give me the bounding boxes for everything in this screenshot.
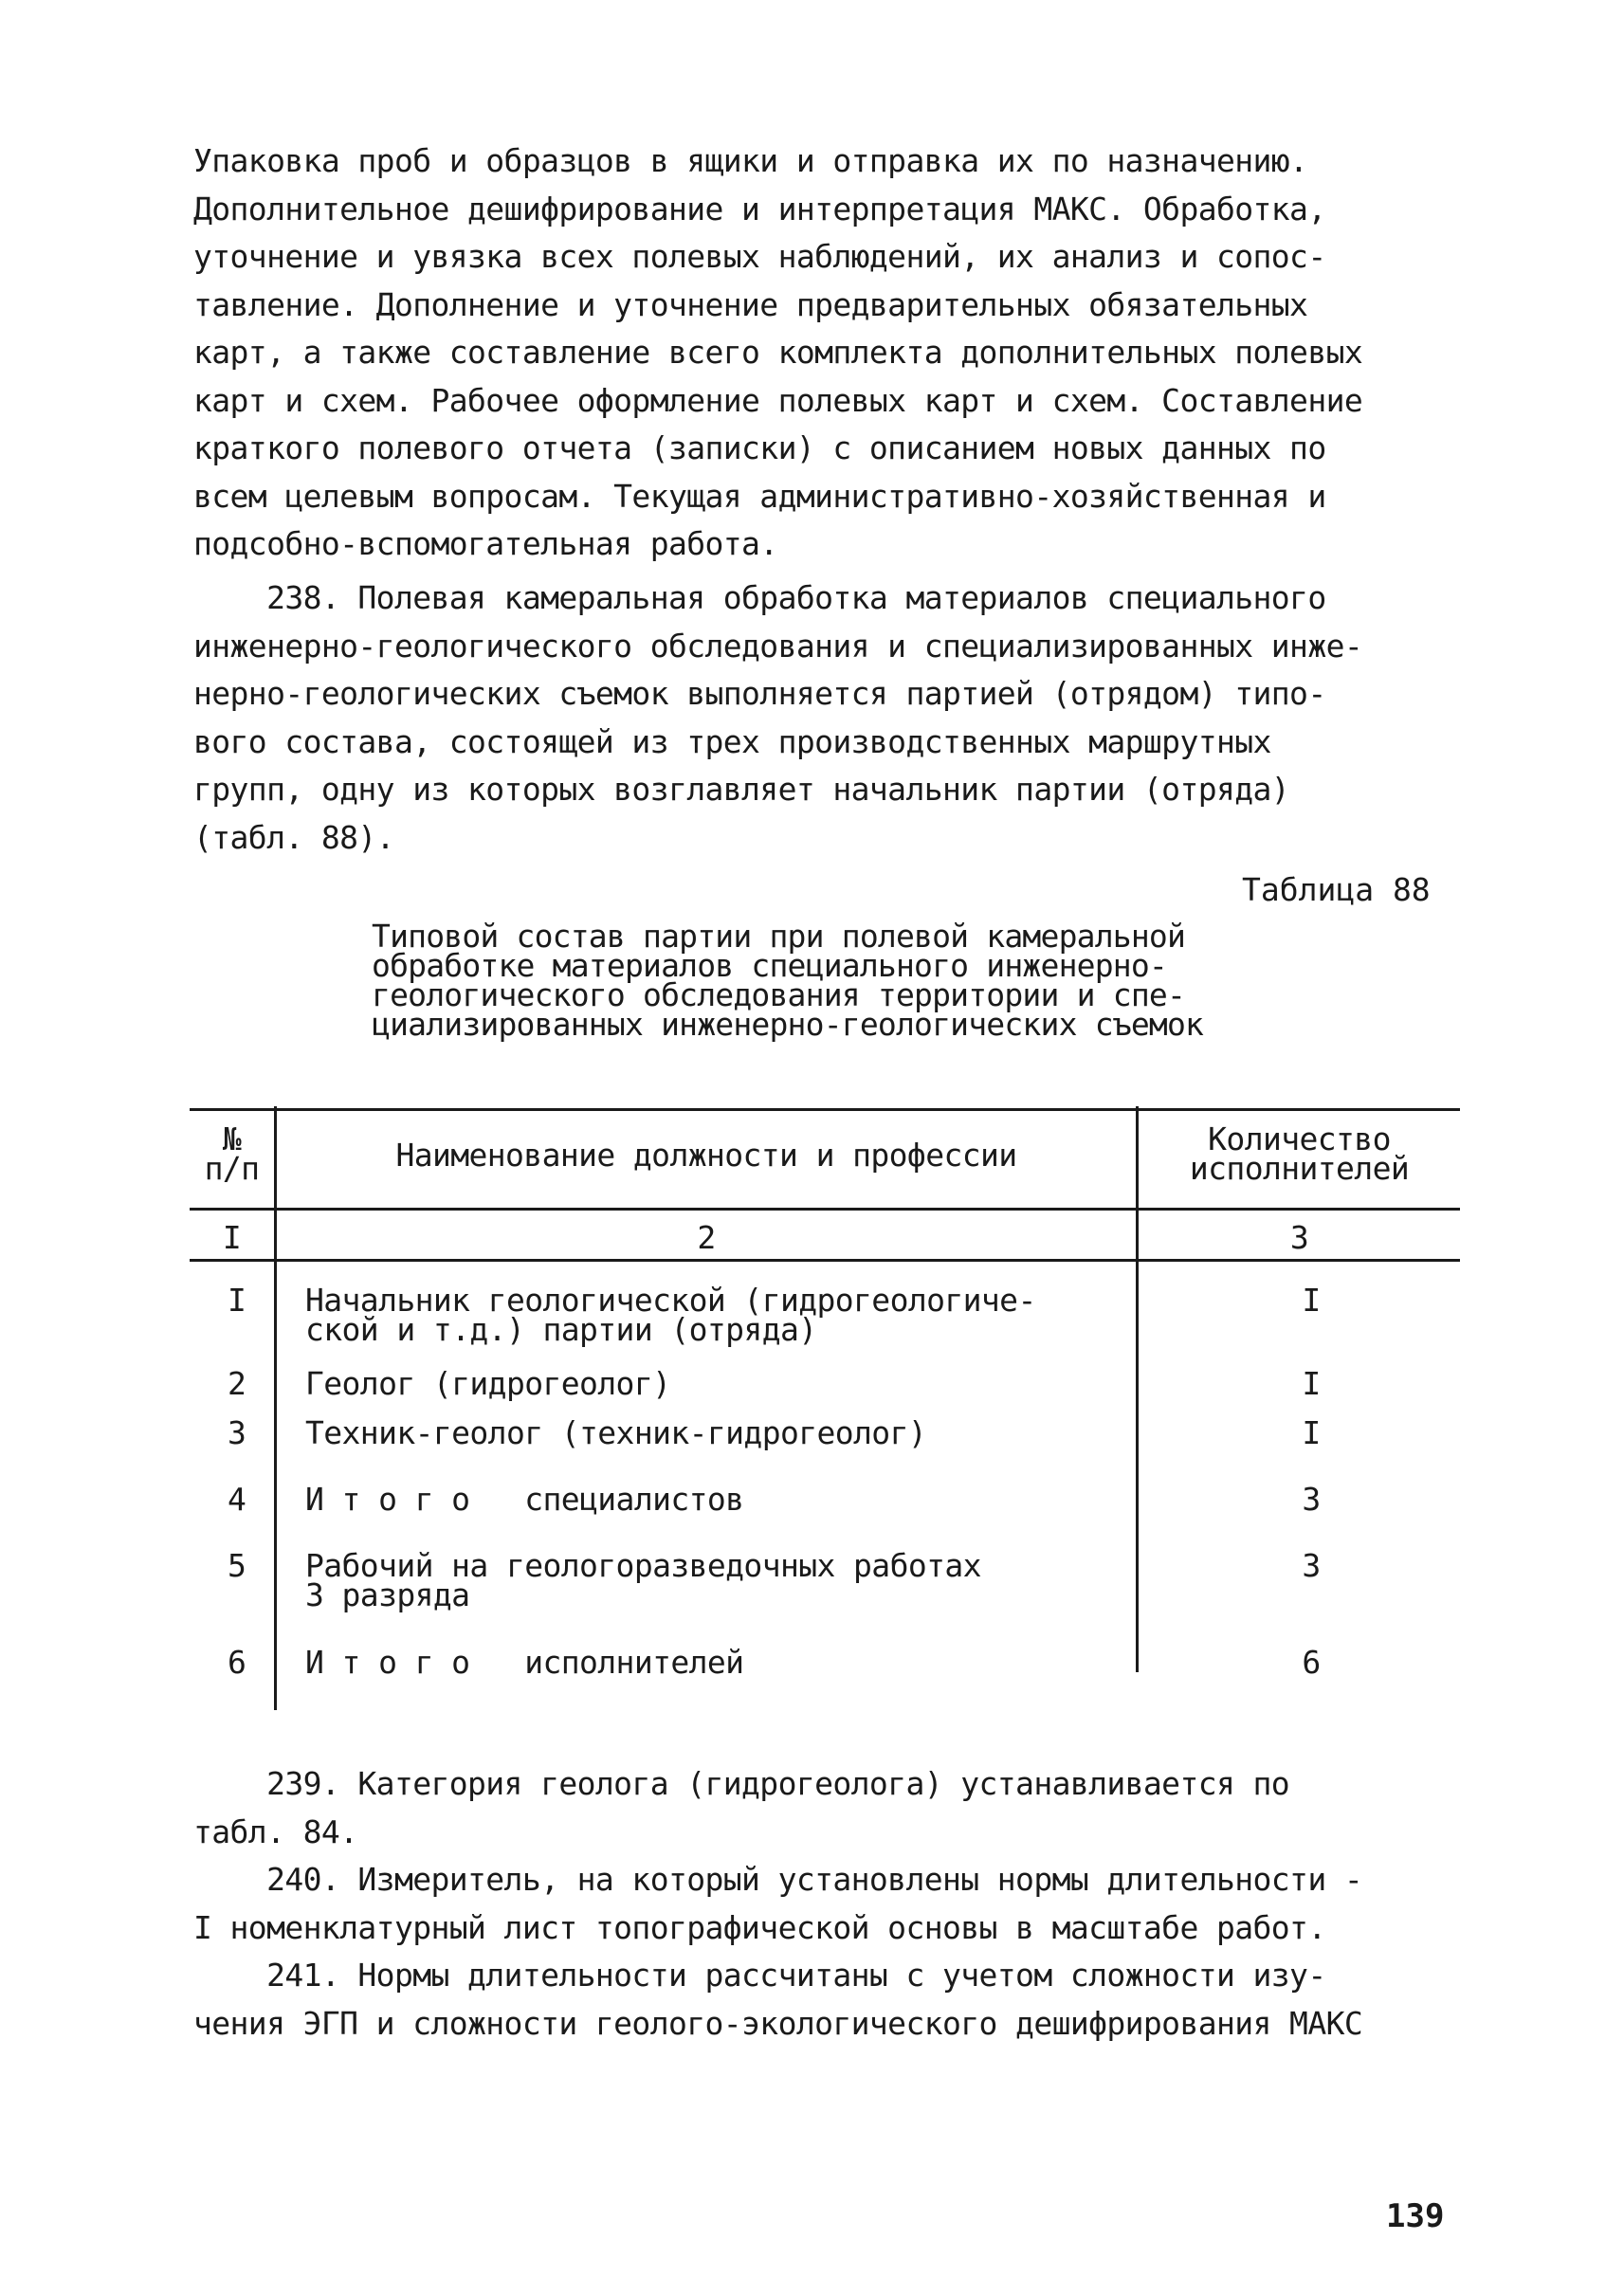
paragraphs-239-241: 239. Категория геолога (гидрогеолога) устанавливается по табл. 84. 240. Измеритель, на который установлены нормы длительности - I номенклатурный лист топографической основы в масштабе работ. 241. Нормы длительности рассчитаны с учетом сложности изу- чения ЭГП и сложности геолого-экологического дешифрирования МАКС bbox=[193, 1765, 1363, 2042]
table-row-2-count: I bbox=[1302, 1365, 1321, 1402]
table-header-rule bbox=[190, 1208, 1460, 1211]
table-row-4-count: 3 bbox=[1302, 1481, 1321, 1518]
paragraph-238: 238. Полевая камеральная обработка материалов специального инженерно-геологического обследования и специализированных инже- нерно-геологических съемок выполняется партией (отрядом) типо- вого состава, состоящей из трех производственных маршрутных групп, одну из которых возглавляет начальник партии (отряда) (табл. 88). bbox=[193, 579, 1363, 856]
table-row-2-num: 2 bbox=[228, 1365, 246, 1402]
table-row-2-name: Геолог (гидрогеолог) bbox=[305, 1365, 671, 1402]
table-row-3-count: I bbox=[1302, 1414, 1321, 1451]
table-title: Типовой состав партии при полевой камеральной обработке материалов специального инженерно- геологического обследования территории и спе- циализированных инженерно-геологических съемок bbox=[372, 918, 1204, 1043]
table-label: Таблица 88 bbox=[1242, 871, 1431, 908]
table-row-6-num: 6 bbox=[228, 1644, 246, 1681]
table-row-6-count: 6 bbox=[1302, 1644, 1321, 1681]
header-name: Наименование должности и профессии bbox=[395, 1137, 1017, 1174]
table-col-divider-1 bbox=[274, 1106, 277, 1710]
table-row-3-num: 3 bbox=[228, 1414, 246, 1451]
header-num: № п/п bbox=[204, 1120, 260, 1187]
table-colnum-rule bbox=[190, 1259, 1460, 1262]
table-row-5-name: Рабочий на геологоразведочных работах 3 разряда bbox=[305, 1547, 981, 1613]
table-row-1-num: I bbox=[228, 1282, 246, 1319]
table-row-1-count: I bbox=[1302, 1282, 1321, 1319]
table-row-5-count: 3 bbox=[1302, 1547, 1321, 1584]
table-row-3-name: Техник-геолог (техник-гидрогеолог) bbox=[305, 1414, 927, 1451]
table-row-4-num: 4 bbox=[228, 1481, 246, 1518]
header-count: Количество исполнителей bbox=[1189, 1120, 1410, 1187]
table-row-4-name: И т о г о специалистов bbox=[305, 1481, 744, 1518]
intro-paragraph: Упаковка проб и образцов в ящики и отправка их по назначению. Дополнительное дешифрирование и интерпретация МАКС. Обработка, уточнение и увязка всех полевых наблюдений, их анализ и сопос- тавление. Дополнение и уточнение предварительных обязательных карт, а также составление всего комплекта дополнительных полевых карт и схем. Рабочее оформление полевых карт и схем. Составление краткого полевого отчета (записки) с описанием новых данных по всем целевым вопросам. Текущая административно-хозяйственная и подсобно-вспомогательная работа. bbox=[193, 142, 1363, 562]
colnum-2: 2 bbox=[697, 1219, 716, 1256]
table-row-1-name: Начальник геологической (гидрогеологиче- ской и т.д.) партии (отряда) bbox=[305, 1282, 1036, 1348]
colnum-3: 3 bbox=[1289, 1219, 1309, 1256]
table-top-rule bbox=[190, 1108, 1460, 1111]
colnum-1: I bbox=[222, 1219, 242, 1256]
table-row-5-num: 5 bbox=[228, 1547, 246, 1584]
page-number: 139 bbox=[1386, 2197, 1445, 2235]
table-row-6-name: И т о г о исполнителей bbox=[305, 1644, 744, 1681]
